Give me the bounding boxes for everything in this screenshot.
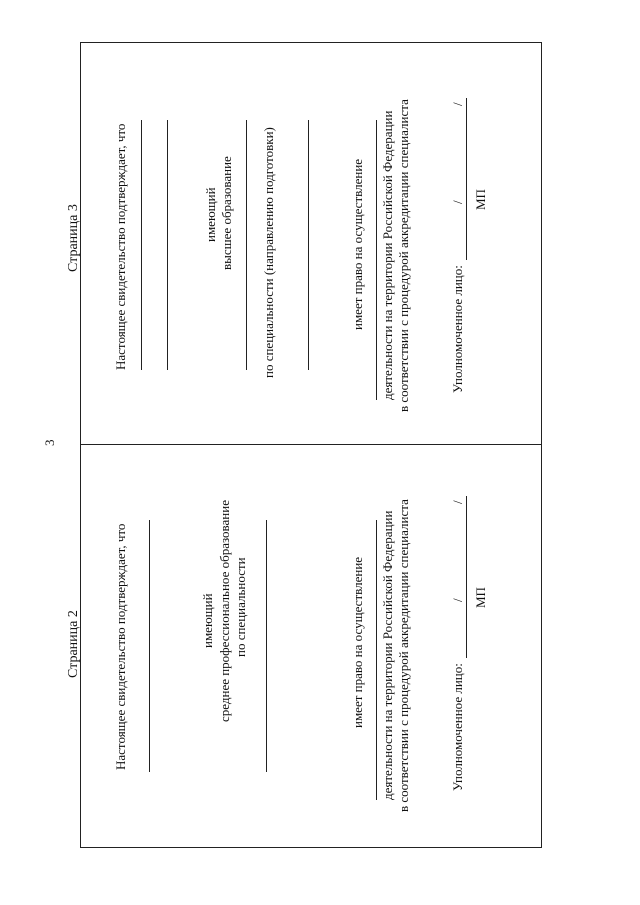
signature-line — [466, 496, 467, 658]
page-label-2: Страница 2 — [66, 610, 81, 678]
activity-text: деятельности на территории Российской Федерации — [380, 510, 395, 800]
education-text: среднее профессиональное образование — [217, 500, 232, 722]
specialty-line — [266, 520, 267, 772]
specialty-text: по специальности — [233, 557, 248, 657]
name-line — [149, 520, 150, 772]
authorized-label: Уполномоченное лицо: — [450, 663, 465, 791]
seal-label: МП — [473, 189, 488, 210]
procedure-text: в соответствии с процедурой аккредитации специалиста — [396, 499, 411, 812]
page-number: 3 — [42, 439, 57, 446]
certify-text: Настоящее свидетельство подтверждает, что — [113, 523, 128, 770]
having-text: имеющий — [203, 187, 218, 242]
certify-text: Настоящее свидетельство подтверждает, что — [113, 123, 128, 370]
activity-line — [376, 120, 377, 400]
slash-separator: / — [450, 200, 465, 204]
signature-line — [466, 98, 467, 260]
procedure-text: в соответствии с процедурой аккредитации специалиста — [396, 99, 411, 412]
slash-separator: / — [450, 598, 465, 602]
slash-end: / — [450, 102, 465, 106]
authorized-label: Уполномоченное лицо: — [450, 265, 465, 393]
right-to-text: имеет право на осуществление — [350, 158, 365, 330]
page-divider — [80, 444, 542, 445]
specialty-line — [308, 120, 309, 370]
having-text: имеющий — [200, 593, 215, 648]
education-line — [246, 120, 247, 370]
name-line-bottom — [167, 120, 168, 370]
slash-end: / — [450, 500, 465, 504]
activity-text: деятельности на территории Российской Федерации — [380, 110, 395, 400]
specialty-text: по специальности (направлению подготовки) — [261, 127, 276, 378]
name-line-top — [141, 120, 142, 370]
education-text: высшее образование — [219, 156, 234, 270]
page-label-3: Страница 3 — [66, 204, 81, 272]
seal-label: МП — [473, 587, 488, 608]
activity-line — [376, 520, 377, 800]
right-to-text: имеет право на осуществление — [350, 556, 365, 728]
